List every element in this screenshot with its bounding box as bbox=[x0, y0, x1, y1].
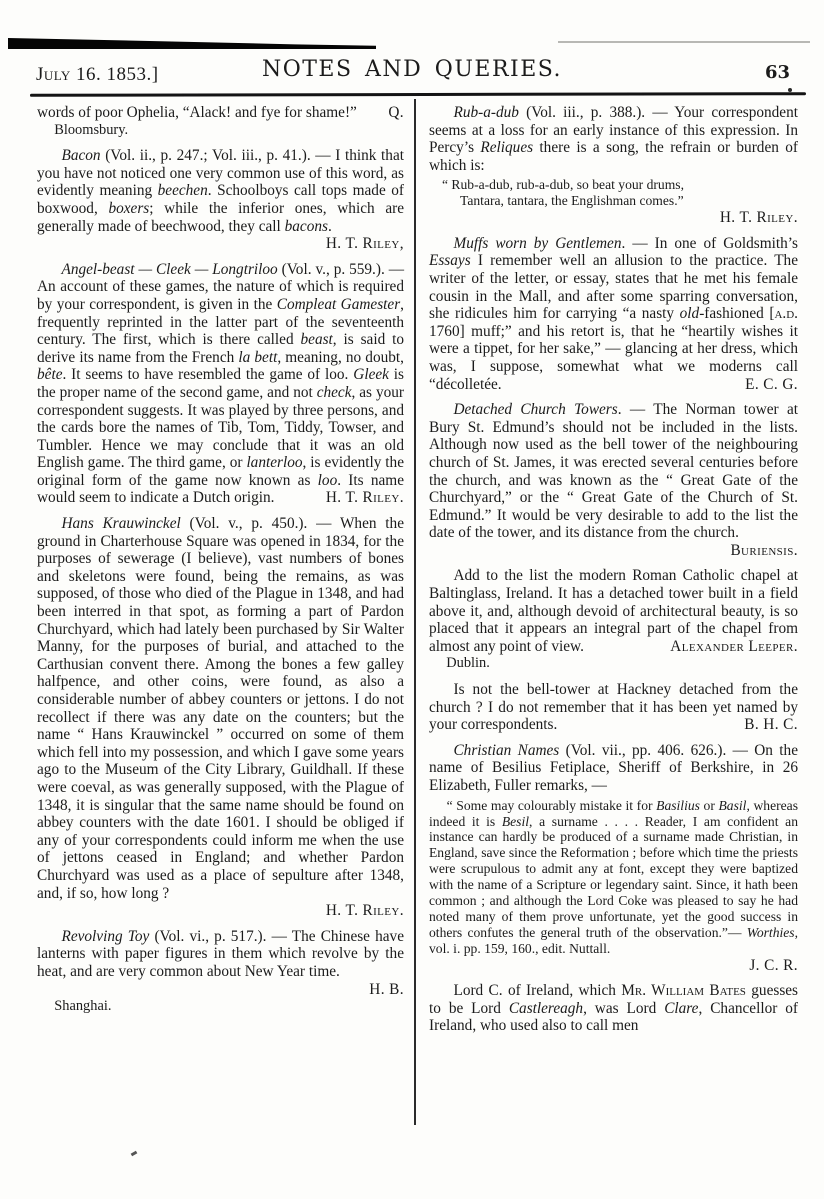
italic-text: loo bbox=[317, 471, 338, 489]
article bbox=[429, 401, 798, 559]
italic-text: Clare bbox=[664, 999, 699, 1017]
text-run: , vol. i. pp. 159, 160., edit. Nuttall. bbox=[429, 924, 798, 956]
italic-text: Basil bbox=[718, 797, 747, 813]
signature: H. T. Riley. bbox=[325, 489, 404, 507]
text-run: (Vol. vi., p. 517.). — The Chinese have lanterns with paper figures in them which revolve by the heat, and are very common about New Year time. bbox=[37, 927, 404, 980]
text-run: guesses to be Lord bbox=[429, 982, 799, 1017]
quoted-text bbox=[429, 177, 798, 193]
text-run: , meaning, no doubt, bbox=[277, 348, 404, 366]
text-run: , Chancellor of Ireland, who used also to call men bbox=[429, 999, 798, 1035]
italic-text: Rub-a-dub bbox=[453, 104, 519, 121]
italic-text: beechen bbox=[157, 182, 208, 200]
paragraph bbox=[37, 515, 404, 902]
text-run: (Vol. v., p. 559.). — An account of these games, the nature of which is required by your correspondent, is given in the bbox=[37, 260, 404, 313]
smallcaps-text: Mr. William Bates bbox=[621, 982, 746, 1000]
text-run: . Its name would seem to indicate a Dutch origin. bbox=[37, 471, 404, 507]
text-run: . Schoolboys call tops made of boxwood, bbox=[37, 182, 404, 217]
signature: E. C. G. bbox=[745, 375, 798, 393]
text-run: Lord C. of Ireland, which bbox=[453, 982, 622, 1000]
article bbox=[429, 567, 798, 673]
paragraph bbox=[429, 235, 798, 393]
paragraph bbox=[37, 928, 404, 998]
signature: B. H. C. bbox=[744, 716, 798, 734]
article bbox=[37, 261, 404, 507]
signature: J. C. R. bbox=[749, 956, 798, 974]
article bbox=[37, 147, 404, 253]
text-run: , as your correspondent suggests. It was played by three persons, and the cards bore the names of Tib, Tom, Tiddy, Towser, and Tumbler. Hence we may conclude that it was an old English game. The third game, or bbox=[37, 383, 404, 472]
italic-text: Reliques bbox=[480, 139, 534, 157]
right-column bbox=[429, 104, 798, 1043]
text-run: Add to the list the modern Roman Catholic chapel at Baltinglass, Ireland. It has a detached tower built in a field above it, and, although devoid of architectural beauty, is so placed that it appears an integral part of the chapel from almost any point of view. bbox=[429, 567, 798, 655]
text-run: ; while the inferior ones, which are generally made of beechwood, they call bbox=[37, 199, 404, 235]
signature: H. T. Riley, bbox=[325, 235, 404, 253]
text-run: , whereas indeed it is bbox=[429, 797, 798, 829]
text-run: “ Rub-a-dub, rub-a-dub, so beat your drums, bbox=[442, 177, 684, 193]
paragraph bbox=[37, 104, 404, 122]
text-run: , was Lord bbox=[583, 999, 665, 1017]
left-column bbox=[37, 104, 404, 1024]
paragraph bbox=[37, 261, 404, 507]
italic-text: Detached Church Towers bbox=[453, 401, 618, 419]
text-run: (Vol. vii., pp. 406. 626.). — On the name of Besilius Fetiplace, Sheriff of Berkshire, in 26 Elizabeth, Fuller remarks, — bbox=[429, 741, 798, 794]
article bbox=[37, 515, 404, 920]
paragraph bbox=[429, 567, 798, 655]
header-date: July 16. 1853.] bbox=[36, 64, 159, 85]
page-title: NOTES AND QUERIES. bbox=[261, 57, 563, 82]
text-run: . — The Norman tower at Bury St. Edmund’s should not be included in the lists. Although now used as the bell tower of the neighbouring church of St. James, it was erected several centuries before the church, and was known as the “ Great Gate of the Churchyard,” or the “ Great Gate of the Church of St. Edmund.” It would be very desirable to add to the list the date of the tower, and its distance from the church. bbox=[429, 401, 798, 542]
text-run: , is evidently the original form of the game now known as bbox=[37, 454, 404, 489]
column-divider bbox=[414, 99, 416, 1125]
text-run: . It seems to have resembled the game of loo. bbox=[62, 366, 354, 384]
text-run: is the proper name of the second game, and not bbox=[37, 366, 405, 401]
italic-text: la bett bbox=[238, 348, 278, 366]
italic-text: Muffs worn by Gentlemen bbox=[453, 234, 622, 252]
text-run: . — In one of Goldsmith’s bbox=[621, 234, 798, 252]
article bbox=[429, 982, 798, 1035]
italic-text: check bbox=[316, 383, 352, 401]
article bbox=[429, 681, 798, 734]
signature: H. T. Riley. bbox=[325, 902, 404, 920]
location: Bloomsbury. bbox=[54, 121, 129, 138]
signature: Buriensis. bbox=[730, 541, 798, 559]
text-run: (Vol. ii., p. 247.; Vol. iii., p. 41.). — I think that you have not noticed one very common use of this word, as evidently meaning bbox=[37, 147, 404, 200]
italic-text: bacons bbox=[284, 217, 328, 235]
signature: H. B. bbox=[369, 980, 404, 998]
italic-text: lanterloo bbox=[246, 454, 303, 472]
italic-text: beast bbox=[300, 331, 333, 349]
italic-text: Bacon bbox=[61, 147, 101, 165]
quoted-text bbox=[429, 193, 798, 209]
article bbox=[429, 235, 798, 393]
article bbox=[37, 928, 404, 1016]
italic-text: Christian Names bbox=[453, 741, 560, 759]
italic-text: Castlereagh bbox=[508, 999, 584, 1017]
signature: Alexander Leeper. bbox=[670, 637, 798, 655]
italic-text: old bbox=[679, 305, 700, 323]
paragraph bbox=[429, 104, 798, 174]
signature: H. T. Riley. bbox=[719, 209, 798, 227]
text-run: “ Some may colourably mistake it for bbox=[446, 797, 657, 813]
header-rule bbox=[30, 92, 806, 97]
paragraph bbox=[429, 401, 798, 559]
scan-artifact-mark bbox=[131, 1151, 138, 1157]
italic-text: Angel-beast — Cleek — Longtriloo bbox=[61, 260, 278, 278]
signature: Q. bbox=[388, 104, 404, 121]
text-run: (Vol. v., p. 450.). — When the ground in Charterhouse Square was opened in 1834, for the purposes of sewerage (I believe), vast numbers of bones and skeletons were found, being the remains, as was supposed, of those who died of the Plague in 1348, and had been interred in that spot, as forming a part of Pardon Churchyard, which had lately been purchased by Sir Walter Manny, for the purposes of burial, and attached to the Carthusian convent there. Among the bones a few galley halfpence, and other coins, were found, as also a considerable number of abbey counters or jettons. I do not recollect if there was any date on the counters; but the name “ Hans Krauwinckel ” occurred on some of them which fell into my possession, and which I gave some years ago to the Museum of the City Library, Guildhall. If these were coeval, as was generally supposed, with the Plague of 1348, it is singular that the same name should be found on abbey counters with the date 1601. I should be obliged if any of your correspondents could inform me when the use of jettons ceased in England; and whether Pardon Churchyard was used as a place of sepulture after 1348, and, if so, how long ? bbox=[37, 515, 404, 902]
text-run: , frequently reprinted in the latter part of the seventeenth century. The first, which is there called bbox=[37, 295, 404, 349]
text-run: , is said to derive its name from the French bbox=[37, 331, 404, 366]
text-run: 1760] muff;” and his retort is, that he “heartily wishes it were a tippet, for her sake,” — glancing at her dress, which was, I suppose, somewhat what we moderns call “décolletée. bbox=[429, 322, 798, 393]
quoted-text bbox=[429, 798, 798, 957]
text-run: . bbox=[327, 217, 332, 235]
text-run: (Vol. iii., p. 388.). — Your correspondent seems at a loss for an early instance of this expression. In Percy’s bbox=[429, 104, 798, 157]
text-run: words of poor Ophelia, “Alack! and fye for shame!” bbox=[37, 104, 357, 121]
italic-text: bête bbox=[37, 366, 63, 384]
paragraph bbox=[429, 681, 798, 734]
paragraph bbox=[429, 742, 798, 795]
italic-text: Hans Krauwinckel bbox=[61, 515, 181, 533]
location: Shanghai. bbox=[54, 998, 112, 1015]
italic-text: Revolving Toy bbox=[61, 927, 150, 945]
article bbox=[429, 104, 798, 227]
scan-artifact-bar bbox=[8, 38, 376, 49]
text-run: there is a song, the refrain or burden of which is: bbox=[429, 139, 798, 174]
paragraph bbox=[37, 147, 404, 253]
italic-text: boxers bbox=[108, 199, 150, 217]
text-run: Is not the bell-tower at Hackney detached from the church ? I do not remember that it has been yet named by your correspondents. bbox=[429, 681, 798, 734]
smallcaps-text: a.d. bbox=[774, 305, 798, 323]
text-run: I remember well an allusion to the practice. The writer of the letter, or essay, states that he met his female cousin in the Mall, and after some sparring conversation, she ridicules him for carrying “a nasty bbox=[429, 252, 798, 323]
paragraph bbox=[429, 982, 798, 1035]
article bbox=[37, 104, 404, 139]
italic-text: Compleat Gamester bbox=[276, 295, 401, 313]
text-run: or bbox=[699, 797, 719, 813]
italic-text: Worthies bbox=[746, 924, 795, 940]
italic-text: Essays bbox=[429, 252, 471, 270]
scan-artifact-line bbox=[558, 41, 810, 43]
page-number: 63 bbox=[764, 62, 790, 83]
italic-text: Gleek bbox=[353, 366, 389, 384]
text-run: Tantara, tantara, the Englishman comes.” bbox=[460, 193, 684, 209]
italic-text: Besil bbox=[501, 813, 530, 829]
text-run: -fashioned [ bbox=[699, 305, 775, 323]
location: Dublin. bbox=[446, 655, 490, 672]
italic-text: Basilius bbox=[656, 797, 700, 813]
text-run: , a surname . . . . Reader, I am confident an instance can hardly be produced of a surname made Christian, in England, save since the Reformation ; before which time the priests were scrupulous to admit any at font, except they were baptized with the name of a Scripture or legendary saint. Since, it hath been common ; and although the Lord Coke was pleased to say he had noted many of them prove unfortunate, yet the good success in others confutes the general truth of the observation.”— bbox=[429, 813, 798, 940]
article bbox=[429, 742, 798, 974]
